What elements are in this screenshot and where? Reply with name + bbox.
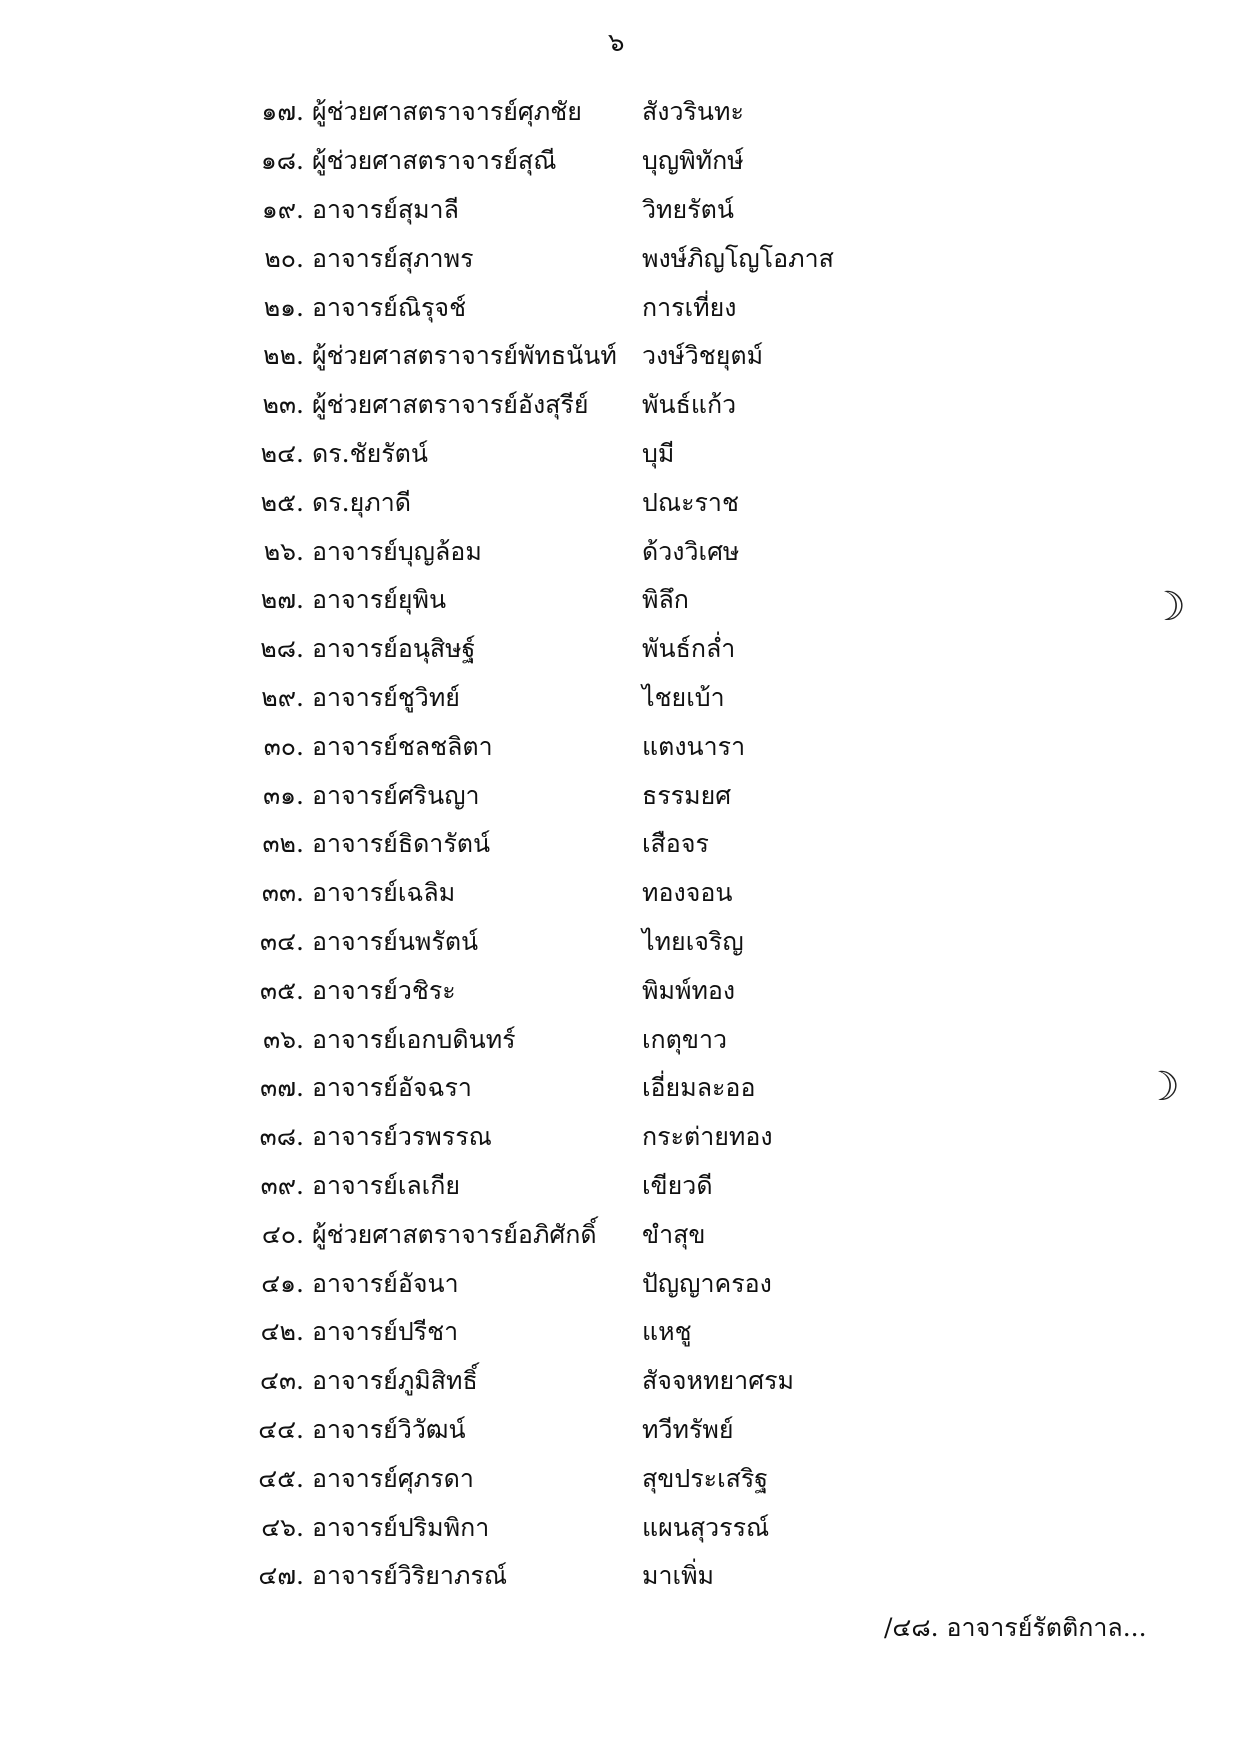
entry-number: ๒๕. (260, 487, 304, 517)
entry-number: ๓๗. (260, 1073, 304, 1103)
entry-name: ดร.ยุภาดี (312, 487, 412, 517)
list-item (240, 1113, 880, 1162)
entry-number: ๓๔. (260, 926, 304, 956)
entry-surname: วงษ์วิชยุตม์ (642, 341, 764, 371)
entry-surname: ธรรมยศ (642, 780, 732, 810)
entry-surname: เกตุขาว (642, 1024, 728, 1054)
entry-name: อาจารย์ชลชลิตา (312, 731, 493, 761)
list-item (240, 1259, 880, 1308)
list-item (240, 1308, 880, 1357)
entry-name: ดร.ชัยรัตน์ (312, 438, 428, 468)
list-item (240, 1406, 880, 1455)
list-item (240, 1552, 880, 1601)
entry-number: ๔๖. (261, 1512, 304, 1542)
entry-name: อาจารย์วชิระ (312, 975, 456, 1005)
entry-number: ๒๙. (261, 682, 304, 712)
entry-surname: เอี่ยมละออ (642, 1073, 756, 1103)
entry-name: ผู้ช่วยศาสตราจารย์พัทธนันท์ (312, 341, 617, 371)
list-item (240, 527, 880, 576)
entry-surname: สังวรินทะ (642, 97, 744, 127)
page-number: ๖ (608, 28, 625, 58)
entry-surname: แตงนารา (642, 731, 746, 761)
entry-number: ๒๑. (263, 292, 304, 322)
entry-number: ๒๘. (260, 634, 304, 664)
list-item (240, 332, 880, 381)
entry-number: ๓๕. (260, 975, 304, 1005)
entry-surname: เขียวดี (642, 1170, 713, 1200)
entry-number: ๔๗. (258, 1561, 304, 1591)
entry-number: ๓๓. (261, 878, 304, 908)
entry-name: อาจารย์เลเกีย (312, 1170, 461, 1200)
entry-name: อาจารย์ปริมพิกา (312, 1512, 490, 1542)
list-item (240, 1210, 880, 1259)
entry-name: ผู้ช่วยศาสตราจารย์ศุภชัย (312, 97, 582, 127)
list-item (240, 625, 880, 674)
entry-name: อาจารย์ชูวิทย์ (312, 682, 460, 712)
entry-name: อาจารย์วิริยาภรณ์ (312, 1561, 508, 1591)
entry-number: ๓๒. (262, 829, 304, 859)
entry-surname: พันธ์กล่ำ (642, 634, 736, 664)
list-item (240, 1357, 880, 1406)
entry-number: ๔๒. (260, 1317, 304, 1347)
entry-surname: วิทยรัตน์ (642, 194, 734, 224)
entry-number: ๓๘. (259, 1122, 304, 1152)
entry-number: ๓๐. (263, 731, 304, 761)
list-item (240, 918, 880, 967)
entry-number: ๔๐. (261, 1219, 304, 1249)
entry-surname: การเที่ยง (642, 292, 737, 322)
entry-name: ผู้ช่วยศาสตราจารย์อังสุรีย์ (312, 390, 589, 420)
entry-number: ๒๓. (262, 390, 304, 420)
entry-name: อาจารย์ธิดารัตน์ (312, 829, 491, 859)
entry-name: อาจารย์ณิรุจช์ (312, 292, 467, 322)
entry-name: อาจารย์ยุพิน (312, 585, 447, 615)
entry-number: ๔๔. (258, 1414, 304, 1444)
list-item (240, 1015, 880, 1064)
entry-surname: ไชยเบ้า (642, 682, 725, 712)
entry-surname: ไทยเจริญ (642, 926, 744, 956)
list-item (240, 478, 880, 527)
entry-surname: กระต่ายทอง (642, 1122, 773, 1152)
list-item (240, 430, 880, 479)
entry-surname: ปัญญาครอง (642, 1268, 772, 1298)
entry-surname: บุมี (642, 438, 675, 468)
entry-name: อาจารย์อัจฉรา (312, 1073, 472, 1103)
list-item (240, 1454, 880, 1503)
list-item (240, 869, 880, 918)
list-item (240, 283, 880, 332)
list-item (240, 576, 880, 625)
list-item (240, 137, 880, 186)
entry-name: อาจารย์สุภาพร (312, 243, 474, 273)
entry-number: ๒๗. (260, 585, 304, 615)
entry-number: ๓๑. (263, 780, 304, 810)
entry-number: ๓๙. (260, 1170, 304, 1200)
entry-number: ๒๐. (264, 243, 304, 273)
entry-surname: พันธ์แก้ว (642, 390, 737, 420)
entry-name: อาจารย์ปรีชา (312, 1317, 459, 1347)
entry-name: อาจารย์เอกบดินทร์ (312, 1024, 516, 1054)
entry-surname: ด้วงวิเศษ (642, 536, 740, 566)
list-item (240, 771, 880, 820)
entry-number: ๓๖. (263, 1024, 304, 1054)
entry-name: อาจารย์วรพรรณ (312, 1122, 492, 1152)
entry-name: อาจารย์อัจนา (312, 1268, 459, 1298)
entry-number: ๔๓. (260, 1366, 304, 1396)
entry-number: ๔๕. (258, 1463, 304, 1493)
entry-surname: ทองจอน (642, 878, 733, 908)
list-item (240, 381, 880, 430)
list-item (240, 1503, 880, 1552)
entry-name: อาจารย์บุญล้อม (312, 536, 482, 566)
punch-hole-mark-icon: ☽ (1150, 584, 1186, 630)
entry-name: อาจารย์ภูมิสิทธิ์ (312, 1366, 478, 1396)
entry-surname: เสือจร (642, 829, 709, 859)
entry-surname: พิมพ์ทอง (642, 975, 736, 1005)
list-item (240, 1162, 880, 1211)
entry-surname: แหชู (642, 1317, 692, 1347)
entry-surname: บุญพิทักษ์ (642, 146, 744, 176)
entry-name: อาจารย์อนุสิษฐ์ (312, 634, 476, 664)
entry-name: อาจารย์นพรัตน์ (312, 926, 479, 956)
entry-number: ๑๗. (261, 97, 304, 127)
punch-hole-mark-icon: ☽ (1144, 1064, 1180, 1110)
list-item (240, 966, 880, 1015)
entry-name: อาจารย์ศรินญา (312, 780, 480, 810)
entry-number: ๑๙. (261, 194, 304, 224)
list-item (240, 820, 880, 869)
entry-surname: มาเพิ่ม (642, 1561, 715, 1591)
continuation-note: /๔๘. อาจารย์รัตติกาล... (884, 1613, 1147, 1642)
list-item (240, 234, 880, 283)
entry-name: อาจารย์วิวัฒน์ (312, 1414, 466, 1444)
entry-surname: ปณะราช (642, 487, 739, 517)
entry-surname: ทวีทรัพย์ (642, 1414, 734, 1444)
entry-surname: พงษ์ภิญโญโอภาส (642, 243, 834, 273)
name-list (240, 88, 880, 1601)
entry-surname: สุขประเสริฐ (642, 1463, 769, 1493)
entry-surname: ขำสุข (642, 1219, 706, 1249)
entry-name: ผู้ช่วยศาสตราจารย์สุณี (312, 146, 557, 176)
list-item (240, 722, 880, 771)
entry-name: ผู้ช่วยศาสตราจารย์อภิศักดิ์ (312, 1219, 597, 1249)
entry-surname: พิลึก (642, 585, 689, 615)
list-item (240, 186, 880, 235)
entry-number: ๔๑. (261, 1268, 304, 1298)
entry-name: อาจารย์สุมาลี (312, 194, 459, 224)
entry-surname: แผนสุวรรณ์ (642, 1512, 770, 1542)
entry-number: ๒๖. (263, 536, 304, 566)
entry-number: ๒๒. (263, 341, 304, 371)
list-item (240, 674, 880, 723)
entry-surname: สัจจหทยาศรม (642, 1366, 794, 1396)
entry-number: ๑๘. (260, 146, 304, 176)
list-item (240, 1064, 880, 1113)
list-item (240, 88, 880, 137)
entry-name: อาจารย์เฉลิม (312, 878, 456, 908)
entry-number: ๒๔. (260, 438, 304, 468)
entry-name: อาจารย์ศุภรดา (312, 1463, 474, 1493)
